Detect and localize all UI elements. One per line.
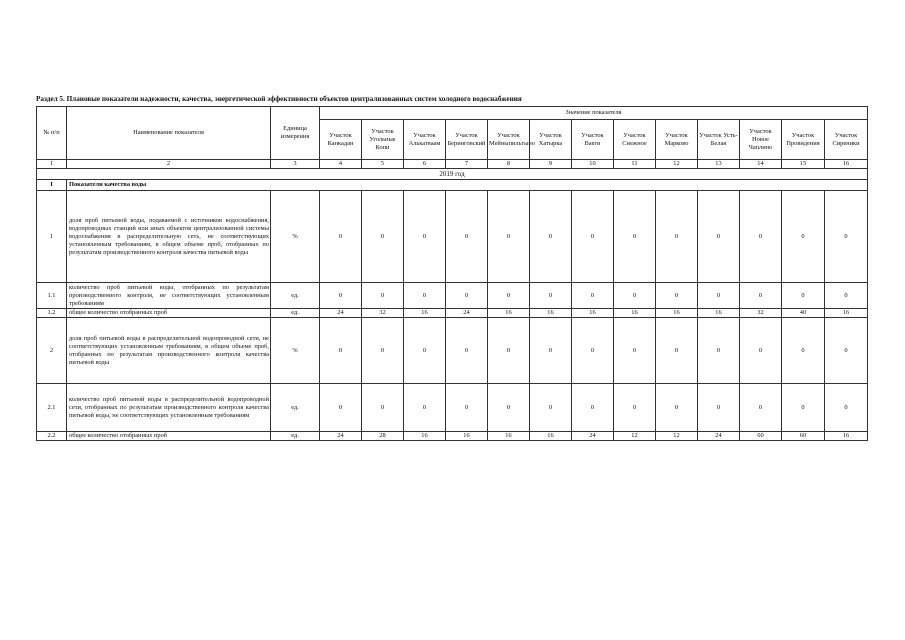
row-value: 0 bbox=[572, 191, 614, 283]
row-value: 0 bbox=[362, 191, 404, 283]
section-row bbox=[37, 180, 868, 191]
row-value: 0 bbox=[656, 318, 698, 384]
section-title: Раздел 5. Плановые показатели надежности, качества, энергетической эффективности объектов централизованных систем холодного водоснабжения bbox=[36, 95, 522, 103]
header-site: Участок Сиреники bbox=[825, 120, 868, 160]
column-numbers-row bbox=[37, 160, 868, 169]
row-value: 0 bbox=[572, 384, 614, 432]
header-site: Участок Беринговский bbox=[446, 120, 488, 160]
year-label: 2019 год bbox=[37, 169, 868, 180]
row-num: 1.1 bbox=[37, 283, 67, 309]
table-row bbox=[37, 432, 868, 441]
row-num: 2.2 bbox=[37, 432, 67, 441]
row-value: 24 bbox=[572, 432, 614, 441]
section-num: I bbox=[37, 180, 67, 191]
row-value: 0 bbox=[698, 191, 740, 283]
row-value: 0 bbox=[530, 318, 572, 384]
row-value: 0 bbox=[740, 384, 782, 432]
row-value: 16 bbox=[572, 309, 614, 318]
row-value: 16 bbox=[404, 309, 446, 318]
column-number: 12 bbox=[656, 160, 698, 169]
row-value: 16 bbox=[614, 309, 656, 318]
row-unit: % bbox=[271, 318, 320, 384]
row-value: 0 bbox=[446, 384, 488, 432]
column-number: 5 bbox=[362, 160, 404, 169]
row-value: 24 bbox=[320, 432, 362, 441]
row-value: 24 bbox=[320, 309, 362, 318]
row-value: 0 bbox=[614, 283, 656, 309]
row-name: количество проб питьевой воды, отобранных по результатам производственного контроля, не соответствующих установленным требованиям bbox=[67, 283, 271, 309]
header-site: Участок Новое Чаплино bbox=[740, 120, 782, 160]
row-value: 0 bbox=[656, 384, 698, 432]
row-value: 0 bbox=[825, 191, 868, 283]
row-value: 0 bbox=[825, 283, 868, 309]
row-value: 0 bbox=[320, 283, 362, 309]
column-number: 11 bbox=[614, 160, 656, 169]
row-value: 16 bbox=[488, 432, 530, 441]
row-value: 0 bbox=[572, 318, 614, 384]
row-unit: ед. bbox=[271, 432, 320, 441]
row-value: 0 bbox=[362, 318, 404, 384]
column-number: 15 bbox=[782, 160, 825, 169]
header-site: Участок Угольные Копи bbox=[362, 120, 404, 160]
row-value: 0 bbox=[782, 318, 825, 384]
row-name: доля проб питьевой воды, подаваемой с источников водоснабжения, водопроводных станций или иных объектов централизованной системы водоснабжения в распределительную сеть, не соответствующих установленным требованиям, в общем объеме проб, отобранных по результатам производственного контроля качества питьевой воды bbox=[67, 191, 271, 283]
row-value: 0 bbox=[740, 318, 782, 384]
row-value: 0 bbox=[404, 283, 446, 309]
row-value: 0 bbox=[362, 283, 404, 309]
table-row bbox=[37, 384, 868, 432]
column-number: 9 bbox=[530, 160, 572, 169]
row-value: 0 bbox=[488, 283, 530, 309]
row-value: 0 bbox=[782, 191, 825, 283]
row-name: общее количество отобранных проб bbox=[67, 432, 271, 441]
column-number: 1 bbox=[37, 160, 67, 169]
row-name: доля проб питьевой воды в распределительной водопроводной сети, не соответствующих установленным требованиям, в общем объеме проб, отобранных по результатам производственного контроля качества питьевой воды bbox=[67, 318, 271, 384]
row-value: 16 bbox=[530, 432, 572, 441]
header-value-group: Значение показателя bbox=[320, 107, 868, 120]
row-unit: % bbox=[271, 191, 320, 283]
row-value: 0 bbox=[782, 283, 825, 309]
row-value: 0 bbox=[488, 318, 530, 384]
row-num: 1 bbox=[37, 191, 67, 283]
row-value: 28 bbox=[362, 432, 404, 441]
row-value: 0 bbox=[530, 283, 572, 309]
row-value: 0 bbox=[825, 318, 868, 384]
column-number: 3 bbox=[271, 160, 320, 169]
row-value: 0 bbox=[530, 384, 572, 432]
row-unit: ед. bbox=[271, 384, 320, 432]
row-value: 60 bbox=[782, 432, 825, 441]
row-value: 32 bbox=[362, 309, 404, 318]
row-value: 0 bbox=[740, 283, 782, 309]
table-row bbox=[37, 318, 868, 384]
row-value: 0 bbox=[446, 283, 488, 309]
row-value: 0 bbox=[698, 384, 740, 432]
header-site: Участок Провидения bbox=[782, 120, 825, 160]
row-value: 0 bbox=[572, 283, 614, 309]
row-num: 2.1 bbox=[37, 384, 67, 432]
row-name: количество проб питьевой воды в распределительной водопроводной сети, отобранных по результатам производственного контроля качества питьевой воды, не соответствующих установленным требованиям bbox=[67, 384, 271, 432]
row-value: 16 bbox=[488, 309, 530, 318]
row-value: 0 bbox=[825, 384, 868, 432]
row-value: 16 bbox=[446, 432, 488, 441]
header-site: Участок Ваеги bbox=[572, 120, 614, 160]
header-site: Участок Хатырка bbox=[530, 120, 572, 160]
row-value: 0 bbox=[446, 191, 488, 283]
row-value: 24 bbox=[446, 309, 488, 318]
section-label: Показатели качества воды bbox=[67, 180, 868, 191]
row-value: 40 bbox=[782, 309, 825, 318]
row-value: 0 bbox=[614, 318, 656, 384]
row-value: 24 bbox=[698, 432, 740, 441]
column-number: 4 bbox=[320, 160, 362, 169]
row-value: 16 bbox=[530, 309, 572, 318]
column-number: 2 bbox=[67, 160, 271, 169]
row-value: 16 bbox=[825, 309, 868, 318]
indicators-table bbox=[36, 106, 868, 441]
row-unit: ед. bbox=[271, 283, 320, 309]
row-value: 0 bbox=[740, 191, 782, 283]
row-value: 0 bbox=[614, 191, 656, 283]
header-name: Наименование показателя bbox=[67, 107, 271, 160]
row-value: 16 bbox=[825, 432, 868, 441]
row-value: 0 bbox=[488, 384, 530, 432]
row-value: 0 bbox=[446, 318, 488, 384]
row-name: общее количество отобранных проб bbox=[67, 309, 271, 318]
column-number: 7 bbox=[446, 160, 488, 169]
header-site: Участок Канкадан bbox=[320, 120, 362, 160]
row-value: 0 bbox=[782, 384, 825, 432]
table-row bbox=[37, 283, 868, 309]
row-value: 0 bbox=[614, 384, 656, 432]
row-value: 0 bbox=[530, 191, 572, 283]
column-number: 10 bbox=[572, 160, 614, 169]
header-site: Участок Марково bbox=[656, 120, 698, 160]
row-num: 2 bbox=[37, 318, 67, 384]
row-value: 0 bbox=[404, 191, 446, 283]
row-value: 12 bbox=[614, 432, 656, 441]
row-value: 16 bbox=[404, 432, 446, 441]
row-value: 0 bbox=[698, 318, 740, 384]
row-value: 0 bbox=[656, 191, 698, 283]
table-row bbox=[37, 309, 868, 318]
row-value: 32 bbox=[740, 309, 782, 318]
header-site: Участок Снежное bbox=[614, 120, 656, 160]
header-site: Участок Мейныпильгыно bbox=[488, 120, 530, 160]
row-value: 0 bbox=[698, 283, 740, 309]
header-num: № п/п bbox=[37, 107, 67, 160]
row-value: 0 bbox=[656, 283, 698, 309]
row-num: 1.2 bbox=[37, 309, 67, 318]
row-value: 16 bbox=[656, 309, 698, 318]
row-value: 0 bbox=[320, 318, 362, 384]
row-value: 16 bbox=[698, 309, 740, 318]
header-site: Участок Алькатваам bbox=[404, 120, 446, 160]
column-number: 13 bbox=[698, 160, 740, 169]
table-row bbox=[37, 191, 868, 283]
row-value: 0 bbox=[362, 384, 404, 432]
column-number: 14 bbox=[740, 160, 782, 169]
row-value: 0 bbox=[404, 384, 446, 432]
row-value: 12 bbox=[656, 432, 698, 441]
row-value: 60 bbox=[740, 432, 782, 441]
column-number: 6 bbox=[404, 160, 446, 169]
column-number: 8 bbox=[488, 160, 530, 169]
header-group-row bbox=[37, 107, 868, 120]
header-site: Участок Усть-Белая bbox=[698, 120, 740, 160]
year-row bbox=[37, 169, 868, 180]
header-unit: Единица измерения bbox=[271, 107, 320, 160]
row-value: 0 bbox=[404, 318, 446, 384]
row-value: 0 bbox=[320, 191, 362, 283]
row-value: 0 bbox=[320, 384, 362, 432]
row-value: 0 bbox=[488, 191, 530, 283]
row-unit: ед. bbox=[271, 309, 320, 318]
column-number: 16 bbox=[825, 160, 868, 169]
